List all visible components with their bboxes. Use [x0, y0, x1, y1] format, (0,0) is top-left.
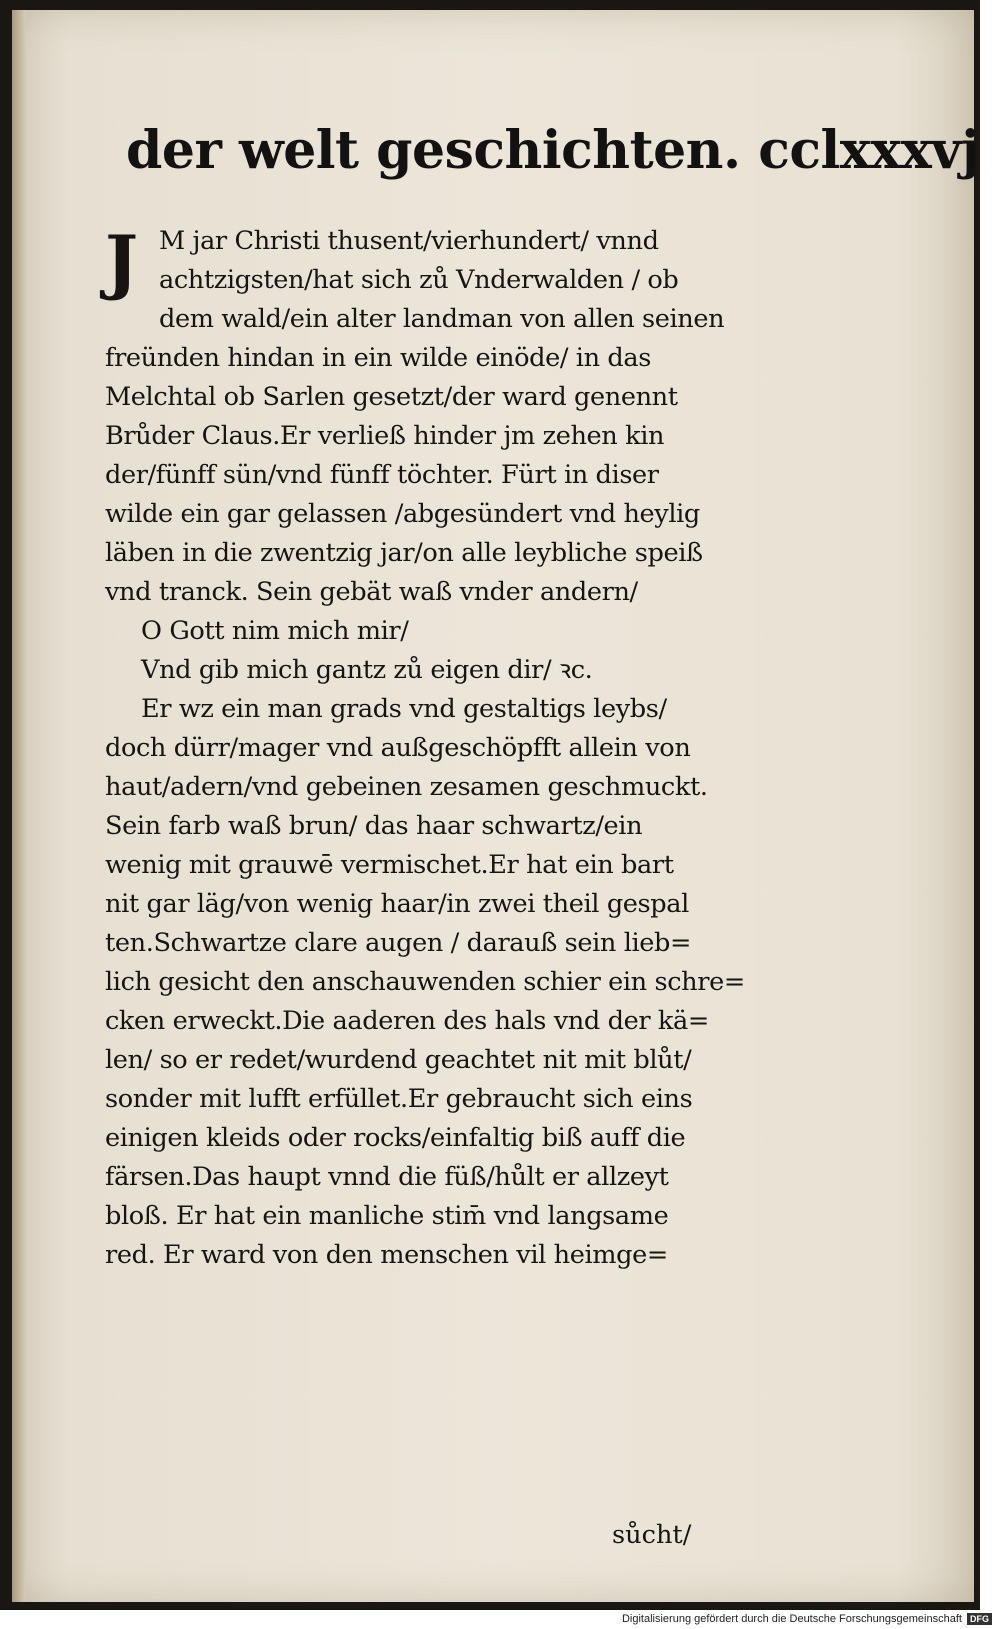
- text-line: lich gesicht den anschauwenden schier ein schre=: [105, 967, 745, 997]
- text-line: achtzigsten/hat sich zů Vnderwalden / ob: [159, 265, 679, 295]
- text-line: Sein farb waß brun/ das haar schwartz/ein: [105, 811, 643, 841]
- catchword: sůcht/: [612, 1520, 692, 1550]
- text-line: cken erweckt.Die aaderen des hals vnd der kä=: [105, 1006, 709, 1036]
- text-line: haut/adern/vnd gebeinen zesamen geschmuckt.: [105, 772, 708, 802]
- text-line: len/ so er redet/wurdend geachtet nit mit blůt/: [105, 1045, 692, 1075]
- text-line: bloß. Er hat ein manliche stim̄ vnd langsame: [105, 1201, 669, 1231]
- text-line: nit gar läg/von wenig haar/in zwei theil gespal: [105, 889, 689, 919]
- page-gutter: [12, 10, 26, 1602]
- text-line: Er wz ein man grads vnd gestaltigs leybs/: [141, 694, 667, 724]
- dfg-logo: DFG: [967, 1613, 992, 1625]
- text-line: red. Er ward von den menschen vil heimge=: [105, 1240, 668, 1270]
- text-line: Melchtal ob Sarlen gesetzt/der ward genennt: [105, 382, 678, 412]
- verse-line: O Gott nim mich mir/: [141, 616, 409, 646]
- text-line: wilde ein gar gelassen /abgesündert vnd heylig: [105, 499, 700, 529]
- text-line: der/fünff sün/vnd fünff töchter. Fürt in diser: [105, 460, 659, 490]
- text-line: färsen.Das haupt vnnd die füß/hůlt er allzeyt: [105, 1162, 669, 1192]
- verse-line: Vnd gib mich gantz zů eigen dir/ ꝛc.: [141, 655, 593, 685]
- text-line-content: M jar Christi thusent/vierhundert/ vnnd: [159, 226, 659, 256]
- text-line: läben in die zwentzig jar/on alle leybliche speiß: [105, 538, 703, 568]
- running-head: der welt geschichten. cclxxxvj: [126, 120, 980, 181]
- text-line: wenig mit grauwē vermischet.Er hat ein bart: [105, 850, 674, 880]
- text-line: sonder mit lufft erfüllet.Er gebraucht sich eins: [105, 1084, 693, 1114]
- text-line: vnd tranck. Sein gebät waß vnder andern/: [105, 577, 638, 607]
- footer-text: Digitalisierung gefördert durch die Deutsche Forschungsgemeinschaft: [621, 1613, 962, 1625]
- text-line: Brůder Claus.Er verließ hinder jm zehen kin: [105, 421, 665, 451]
- digitization-footer: [622, 1613, 992, 1625]
- text-line: freünden hindan in ein wilde einöde/ in das: [105, 343, 651, 373]
- drop-cap: J: [105, 220, 138, 303]
- text-line: doch dürr/mager vnd außgeschöpfft allein von: [105, 733, 691, 763]
- text-line: dem wald/ein alter landman von allen seinen: [159, 304, 725, 334]
- body-text: [105, 220, 745, 1275]
- text-line: einigen kleids oder rocks/einfaltig biß auff die: [105, 1123, 686, 1153]
- text-line: ten.Schwartze clare augen / darauß sein lieb=: [105, 928, 692, 958]
